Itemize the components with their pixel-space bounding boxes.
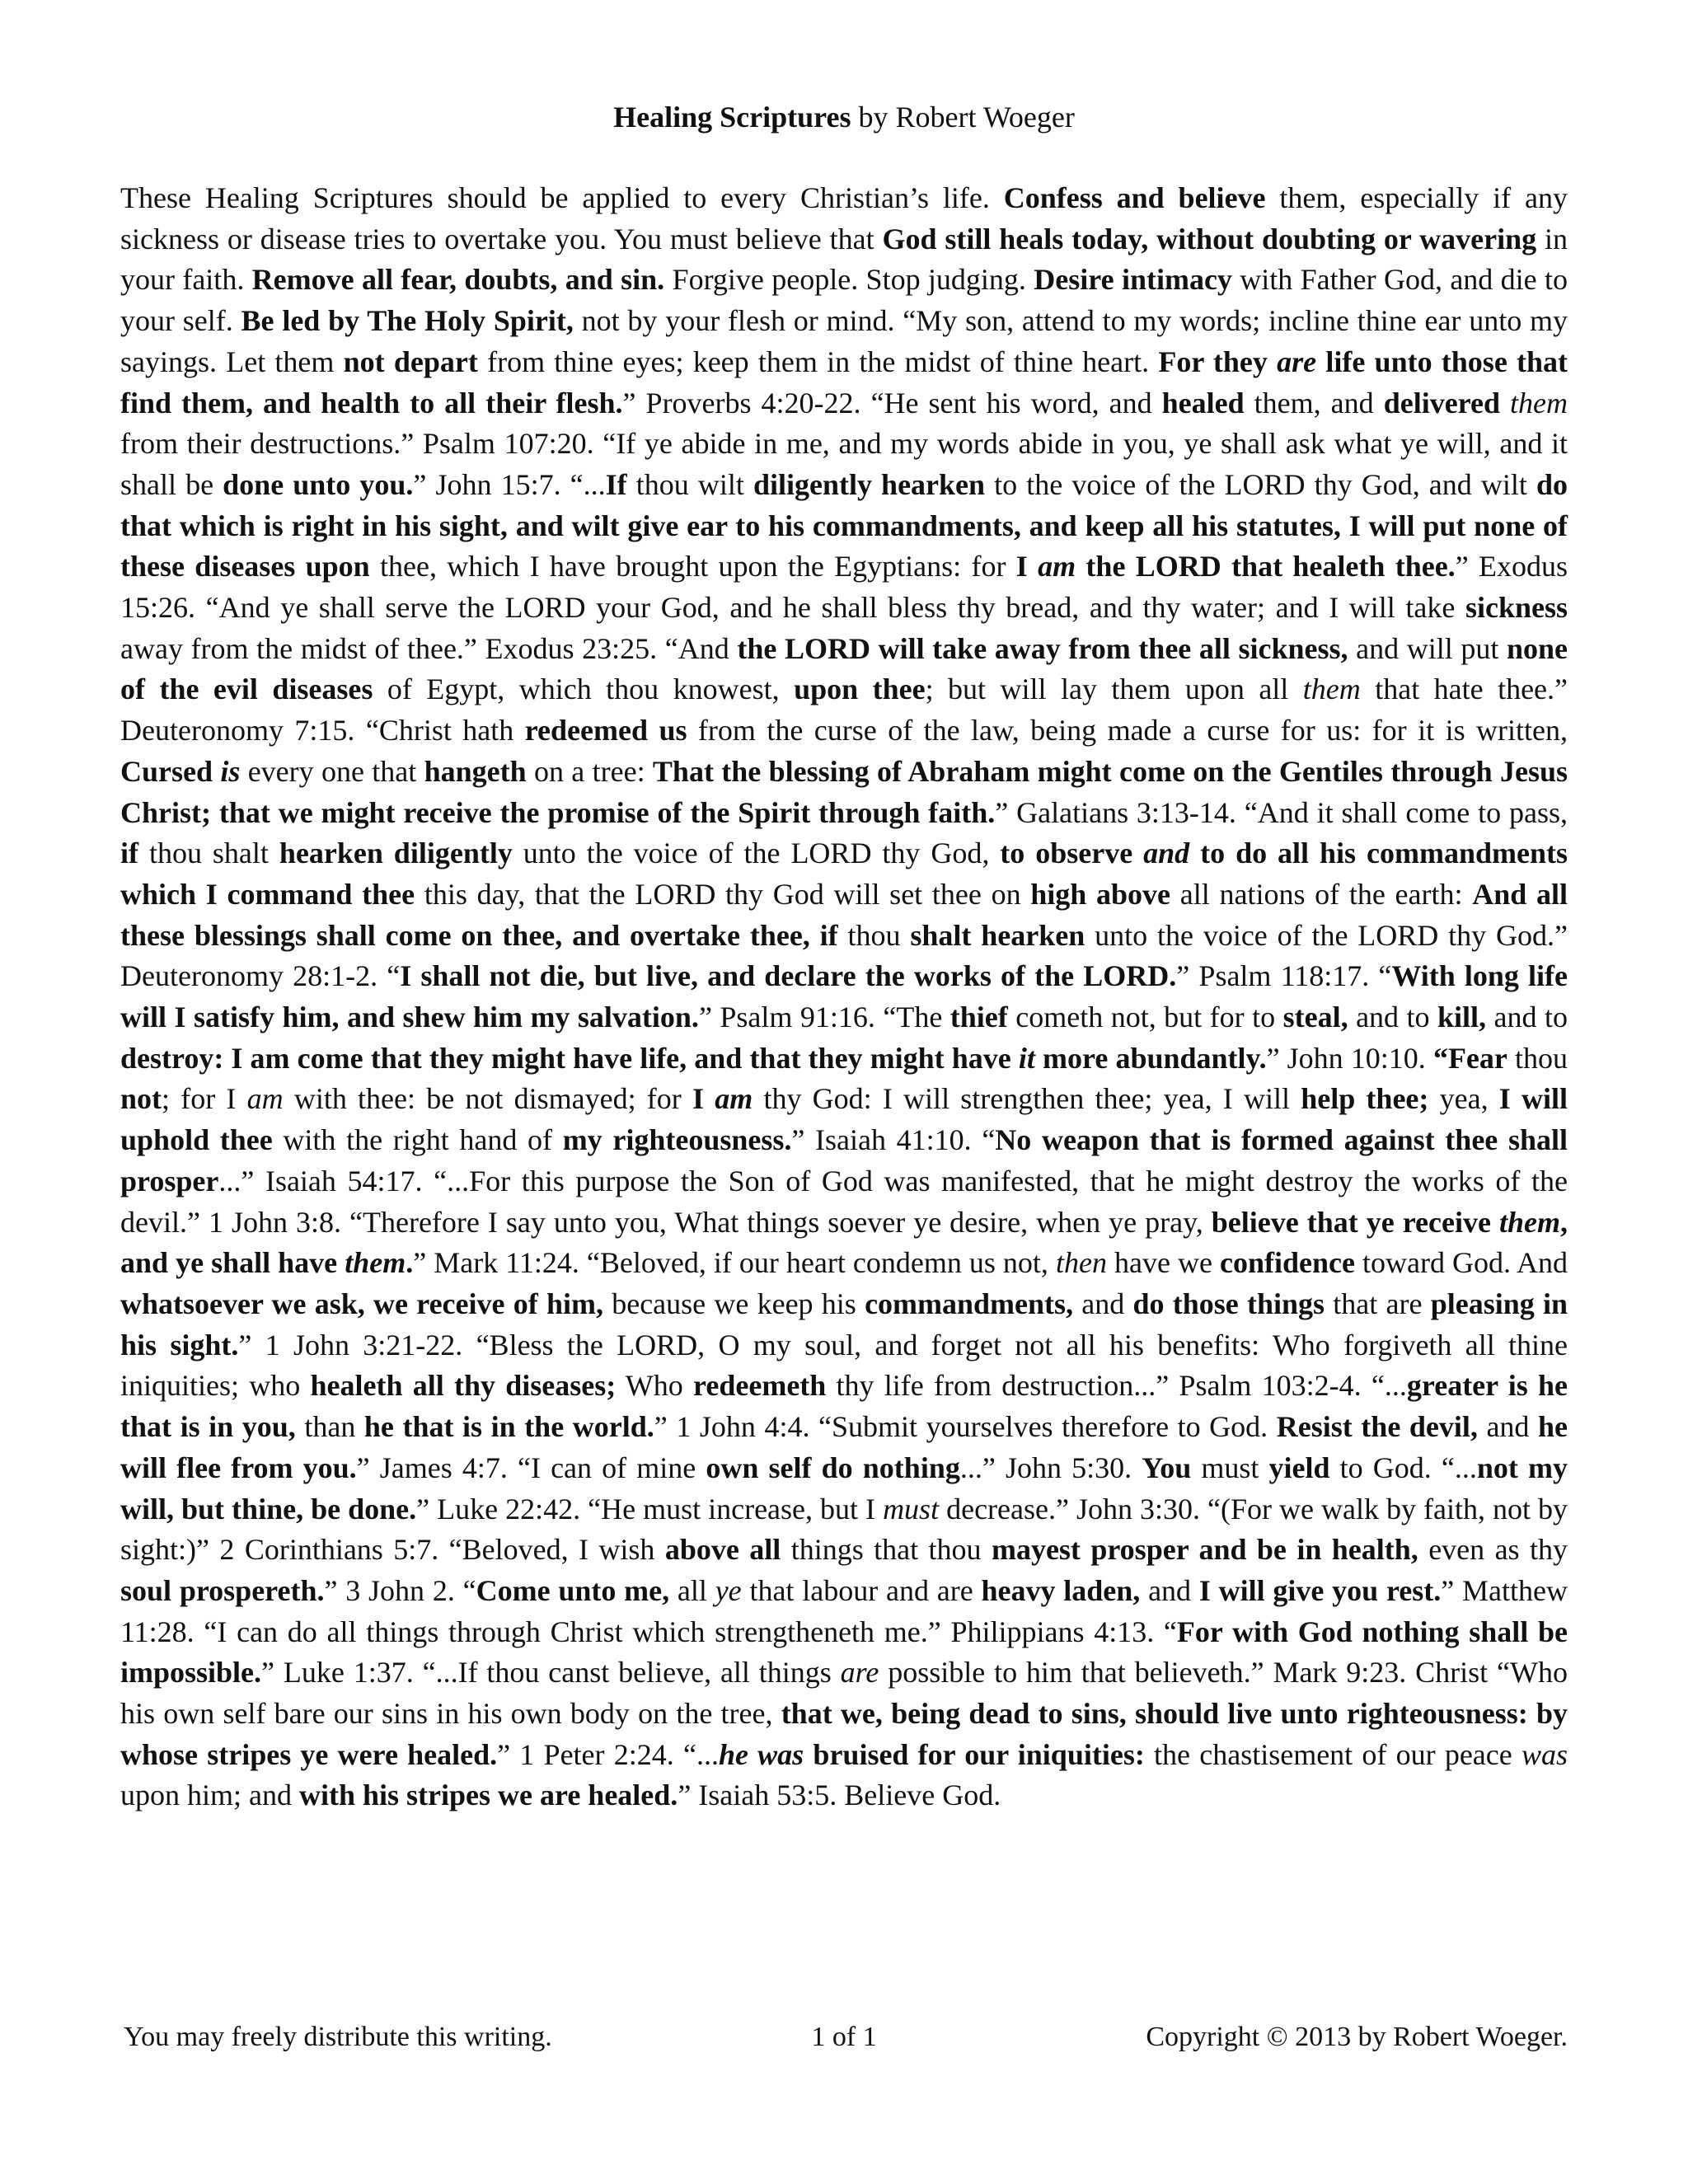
text-run: healed (1161, 386, 1245, 419)
text-run: he will flee from you. (120, 1410, 1568, 1484)
text-run: These Healing Scriptures should be applied to every Christian’s life. (120, 181, 1004, 214)
text-run: with his stripes we are healed. (298, 1779, 678, 1812)
text-run: than (295, 1410, 364, 1444)
text-run: Cursed (120, 754, 221, 788)
page-footer (120, 2018, 1568, 2057)
text-run: ” 1 Peter 2:24. “... (497, 1737, 719, 1771)
text-run: redeemed us (524, 714, 687, 748)
text-run: For they (1158, 344, 1278, 378)
text-run: ye (715, 1573, 742, 1607)
text-run: steal, (1282, 1001, 1348, 1034)
text-run: You (1142, 1451, 1192, 1484)
text-run: No weapon that is formed against thee shall prosper (120, 1123, 1568, 1197)
text-run: am (715, 1082, 753, 1116)
text-run: thou (1507, 1041, 1568, 1075)
text-run: life unto those that find them, and health to all their flesh. (120, 344, 1568, 419)
text-run: soul prospereth. (120, 1573, 325, 1607)
text-run: and to (1348, 1001, 1438, 1034)
text-run: God still heals today, without doubting or wavering (882, 222, 1537, 255)
text-run: that labour and are (741, 1573, 982, 1607)
text-run: Forgive people. Stop judging. (664, 263, 1034, 297)
text-run: are (840, 1656, 879, 1690)
text-run: them (345, 1246, 406, 1280)
text-run: because we keep his (603, 1286, 865, 1320)
text-run: them (1498, 1205, 1560, 1239)
text-run: ” Psalm 118:17. “ (1176, 959, 1392, 993)
text-run: ” Matthew 11:28. “I can do all things through Christ which strengtheneth me.” Philippians 4:13. “ (120, 1573, 1568, 1648)
text-run: are (1277, 344, 1317, 378)
text-run: And all these blessings shall come on thee, and overtake thee, if (120, 877, 1568, 952)
text-run: ” Psalm 91:16. “The (698, 1001, 950, 1034)
text-run: high above (1030, 877, 1171, 911)
text-run: not (120, 1082, 162, 1116)
text-run: and (1143, 837, 1190, 870)
text-run: the chastisement of our peace (1144, 1737, 1522, 1771)
text-run: kill, (1437, 1001, 1487, 1034)
text-run: thou shalt (138, 837, 279, 870)
text-run: to God. “... (1329, 1451, 1477, 1484)
text-run: then (1055, 1246, 1107, 1280)
text-run: ; for I (162, 1082, 247, 1116)
text-run: ” James 4:7. “I can of mine (356, 1451, 706, 1484)
text-run: heavy laden, (981, 1573, 1141, 1607)
text-run: that hate thee.” Deuteronomy 7:15. “Christ hath (120, 673, 1568, 748)
text-run: must (1191, 1451, 1269, 1484)
text-run: that we, being dead to sins, should live unto righteousness: by whose stripes ye were healed. (120, 1697, 1568, 1771)
text-run: with the right hand of (272, 1123, 563, 1157)
text-run: “Fear (1432, 1041, 1507, 1075)
text-run: of Egypt, which thou knowest, (373, 673, 795, 706)
text-run: ” 1 John 3:21-22. “Bless the LORD, O my soul, and forget not all his benefits: Who forgiveth all thine iniquities; who (120, 1328, 1568, 1403)
text-run: unto the voice of the LORD thy God.” Deuteronomy 28:1-2. “ (120, 918, 1568, 993)
text-run: things that thou (781, 1533, 992, 1567)
text-run: it (1018, 1041, 1035, 1075)
text-run: decrease.” John 3:30. “(For we walk by faith, not by sight:)” 2 Corinthians 5:7. “Beloved, I wish (120, 1492, 1568, 1567)
text-run: my righteousness. (562, 1123, 792, 1157)
text-run: Confess and believe (1003, 181, 1266, 214)
text-run: bruised for our iniquities: (804, 1737, 1145, 1771)
text-run: do that which is right in his sight, and wilt give ear to his commandments, and keep all his statutes, I will put none of these diseases upon (120, 467, 1568, 583)
text-run: to do all his commandments which I command thee (120, 837, 1568, 911)
text-run: done unto you. (223, 467, 414, 501)
text-run: hangeth (424, 754, 527, 788)
text-run: have we (1106, 1246, 1220, 1280)
text-run: ; but will lay them upon all (925, 673, 1303, 706)
text-run: I shall not die, but live, and declare the works of the LORD. (400, 959, 1177, 993)
text-run: away from the midst of thee.” Exodus 23:25. “And (120, 631, 738, 665)
text-run: and (1477, 1410, 1538, 1444)
text-run: them (1510, 386, 1568, 419)
text-run: all nations of the earth: (1170, 877, 1473, 911)
text-run: ” Luke 1:37. “...If thou canst believe, all things (261, 1656, 841, 1690)
text-run: help thee; (1301, 1082, 1429, 1116)
text-run: cometh not, but for to (1007, 1001, 1283, 1034)
text-run: hearken diligently (279, 837, 513, 870)
text-run: , and ye shall have (120, 1205, 1568, 1280)
text-run: with Father God, and die to your self. (120, 263, 1568, 338)
text-run: is (220, 754, 241, 788)
text-run: I (1015, 550, 1039, 583)
text-run: every one that (240, 754, 424, 788)
text-run: Come unto me, (476, 1573, 670, 1607)
text-run: I (692, 1082, 715, 1116)
text-run: not my will, but thine, be done. (120, 1451, 1568, 1526)
text-run: ” Isaiah 53:5. Believe God. (678, 1779, 1001, 1812)
text-run: that are (1325, 1286, 1431, 1320)
text-run: am (246, 1082, 284, 1116)
text-run: ” John 15:7. “... (413, 467, 606, 501)
text-run: mayest prosper and be in health, (991, 1533, 1418, 1567)
text-run: If (605, 467, 627, 501)
text-run: ” Mark 11:24. “Beloved, if our heart condemn us not, (413, 1246, 1056, 1280)
title-author: by Robert Woeger (851, 101, 1075, 134)
text-run: them, especially if any sickness or disease tries to overtake you. You must believe that (120, 181, 1568, 255)
footer-distribution-note: You may freely distribute this writing. (124, 2022, 552, 2052)
text-run: from their destructions.” Psalm 107:20. “If ye abide in me, and my words abide in you, ye shall ask what ye will, and it shall be (120, 427, 1568, 501)
text-run: Remove all fear, doubts, and sin. (251, 263, 665, 297)
text-run: whatsoever we ask, we receive of him, (120, 1286, 603, 1320)
text-run: and (1140, 1573, 1199, 1607)
text-run: ” Galatians 3:13-14. “And it shall come to pass, (995, 795, 1568, 829)
text-run: in your faith. (120, 222, 1568, 297)
text-run: not by your flesh or mind. “My son, attend to my words; incline thine ear unto my sayings. Let them (120, 304, 1568, 378)
text-run: I will uphold thee (120, 1082, 1568, 1157)
text-run: unto the voice of the LORD thy God, (512, 837, 1001, 870)
footer-copyright: Copyright © 2013 by Robert Woeger. (1146, 2022, 1568, 2052)
text-run: upon thee (794, 673, 926, 706)
text-run: from the curse of the law, being made a curse for us: for it is written, (687, 714, 1568, 748)
text-run: Be led by The Holy Spirit, (241, 304, 574, 338)
text-run: Who (616, 1369, 694, 1403)
text-run: the LORD that healeth thee. (1076, 550, 1456, 583)
text-run: confidence (1219, 1246, 1355, 1280)
text-run: yield (1268, 1451, 1330, 1484)
text-run: thy life from destruction...” Psalm 103:2-4. “... (826, 1369, 1407, 1403)
text-run: With long life will I satisfy him, and shew him my salvation. (120, 959, 1568, 1034)
text-run: the LORD will take away from thee all sickness, (737, 631, 1348, 665)
text-run: That the blessing of Abraham might come on the Gentiles through Jesus Christ; that we might receive the promise of the Spirit through faith. (120, 754, 1568, 829)
text-run: commandments, (865, 1286, 1074, 1320)
text-run: and (1073, 1286, 1133, 1320)
text-run: own self do nothing (706, 1451, 960, 1484)
text-run: believe that ye receive (1211, 1205, 1499, 1239)
text-run: toward God. And (1354, 1246, 1568, 1280)
text-run: from thine eyes; keep them in the midst of thine heart. (477, 344, 1159, 378)
text-run: pleasing in his sight. (120, 1286, 1568, 1361)
text-run: more abundantly. (1034, 1041, 1267, 1075)
text-run: destroy: I am come that they might have life, and that they might have (120, 1041, 1019, 1075)
text-run: healeth all thy diseases; (310, 1369, 617, 1403)
footer-page-number: 1 of 1 (811, 2022, 877, 2052)
document-title (0, 97, 1688, 137)
text-run: thee, which I have brought upon the Egyptians: for (369, 550, 1016, 583)
text-run: thou wilt (626, 467, 753, 501)
text-run: sickness (1465, 591, 1568, 625)
text-run: ” Exodus 15:26. “And ye shall serve the LORD your God, and he shall bless thy bread, and thy water; and I will take (120, 550, 1568, 625)
text-run: even as thy (1418, 1533, 1568, 1567)
text-run: ...” Isaiah 54:17. “...For this purpose the Son of God was manifested, that he might destroy the works of the devil.” 1 John 3:8. “Therefore I say unto you, What things soever ye desire, when ye pray, (120, 1164, 1568, 1239)
text-run: above all (664, 1533, 781, 1567)
text-run: diligently hearken (753, 467, 986, 501)
text-run: possible to him that believeth.” Mark 9:23. Christ “Who his own self bare our sins in his own body on the tree, (120, 1656, 1568, 1731)
text-run: to the voice of the LORD thy God, and wilt (985, 467, 1536, 501)
text-run: greater is he that is in you, (120, 1369, 1568, 1444)
text-run: thy God: I will strengthen thee; yea, I will (753, 1082, 1301, 1116)
text-run: upon him; and (120, 1779, 299, 1812)
text-run: ” Isaiah 41:10. “ (791, 1123, 996, 1157)
text-run: Resist the devil, (1276, 1410, 1478, 1444)
text-run: delivered (1383, 386, 1500, 419)
text-run: thou (837, 918, 911, 952)
text-run: them, and (1244, 386, 1384, 419)
text-run: . (406, 1246, 414, 1280)
text-run: am (1038, 550, 1076, 583)
text-run: he was (718, 1737, 804, 1771)
text-run: ” Proverbs 4:20-22. “He sent his word, and (622, 386, 1162, 419)
text-run: yea, (1428, 1082, 1499, 1116)
text-run: to observe (1000, 837, 1144, 870)
text-run: redeemeth (693, 1369, 827, 1403)
text-run: them (1302, 673, 1361, 706)
text-run: not depart (343, 344, 478, 378)
text-run: if (120, 837, 138, 870)
text-run: For with God nothing shall be impossible. (120, 1615, 1568, 1690)
title-bold: Healing Scriptures (613, 101, 851, 134)
text-run (1500, 387, 1510, 419)
scripture-paragraph (120, 178, 1568, 1816)
text-run: ” 3 John 2. “ (324, 1573, 476, 1607)
text-run: must (883, 1492, 940, 1526)
text-run: ...” John 5:30. (959, 1451, 1142, 1484)
text-run: shalt hearken (910, 918, 1085, 952)
text-run: was (1521, 1737, 1568, 1771)
text-run: this day, that the LORD thy God will set thee on (415, 877, 1031, 911)
text-run: Desire intimacy (1034, 263, 1232, 297)
text-run: I will give you rest. (1198, 1573, 1442, 1607)
text-run: thief (950, 1001, 1008, 1034)
text-run: ” John 10:10. (1266, 1041, 1433, 1075)
text-run: all (669, 1573, 715, 1607)
text-run: and to (1486, 1001, 1568, 1034)
text-run: none of the evil diseases (120, 631, 1568, 706)
text-run: and will put (1348, 631, 1507, 665)
text-run: with thee: be not dismayed; for (283, 1082, 692, 1116)
text-run: on a tree: (526, 754, 653, 788)
text-run: he that is in the world. (363, 1410, 654, 1444)
text-run: ” Luke 22:42. “He must increase, but I (416, 1492, 884, 1526)
text-run: do those things (1132, 1286, 1325, 1320)
text-run: ” 1 John 4:4. “Submit yourselves therefore to God. (654, 1410, 1277, 1444)
